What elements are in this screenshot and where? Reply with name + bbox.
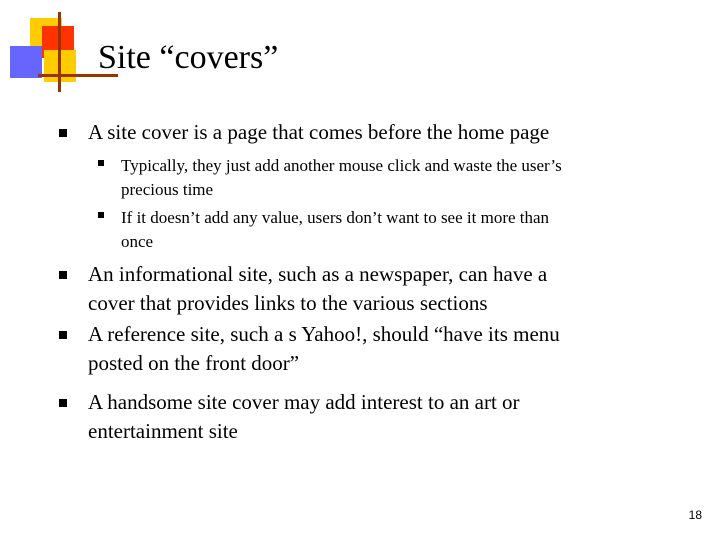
bullet-text: A handsome site cover may add interest to an art or bbox=[88, 390, 520, 414]
bullet-marker bbox=[59, 331, 67, 339]
decor-line-vertical bbox=[58, 12, 61, 92]
bullet-text: entertainment site bbox=[88, 419, 238, 443]
bullet-text: Typically, they just add another mouse click and waste the user’s bbox=[121, 156, 562, 175]
bullet-marker bbox=[59, 399, 67, 407]
bullet-text: cover that provides links to the various sections bbox=[88, 291, 488, 315]
bullet-text: precious time bbox=[121, 180, 214, 199]
bullet-marker bbox=[98, 160, 104, 166]
bullet-text: posted on the front door” bbox=[88, 351, 300, 375]
slide-title: Site “covers” bbox=[98, 39, 279, 76]
bullet-text: once bbox=[121, 232, 154, 251]
bullet-marker bbox=[59, 129, 67, 137]
bullet-marker bbox=[59, 271, 67, 279]
bullet-text: A reference site, such a s Yahoo!, should “have its menu bbox=[88, 322, 560, 346]
page-number: 18 bbox=[688, 508, 702, 522]
bullet-text: An informational site, such as a newspaper, can have a bbox=[88, 262, 548, 286]
bullet-marker bbox=[98, 212, 104, 218]
bullet-text: A site cover is a page that comes before the home page bbox=[88, 120, 550, 144]
bullet-text: If it doesn’t add any value, users don’t want to see it more than bbox=[121, 208, 550, 227]
